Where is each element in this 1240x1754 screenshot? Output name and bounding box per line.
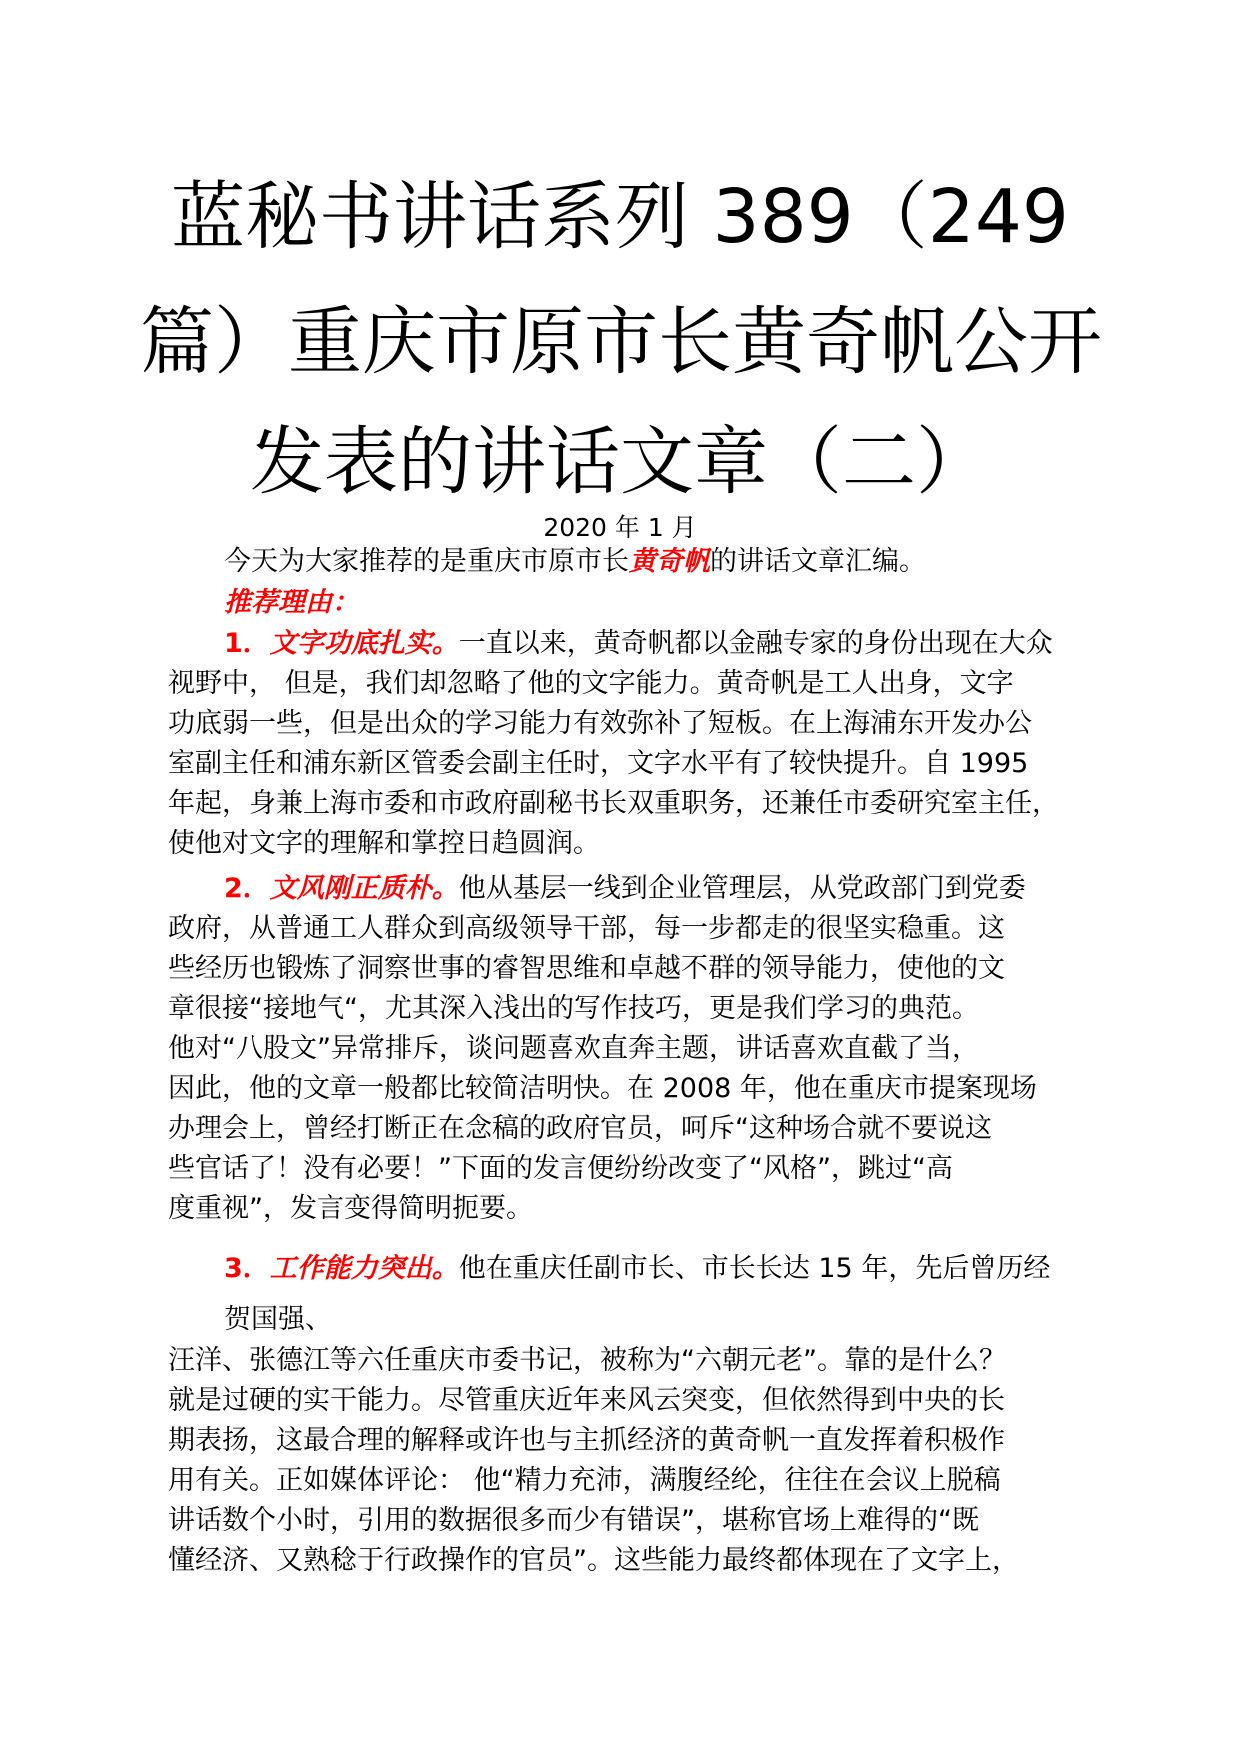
item-3-line: 用有关。正如媒体评论： 他“精力充沛，满腹经纶，往往在会议上脱稿 bbox=[168, 1465, 1001, 1496]
item-2-line: 些官话了！没有必要！”下面的发言便纷纷改变了“风格”，跳过“高 bbox=[168, 1153, 953, 1184]
item-3-first-line bbox=[224, 1251, 1050, 1287]
item-1-line: 视野中， 但是，我们却忽略了他的文字能力。黄奇帆是工人出身，文字 bbox=[168, 668, 1014, 699]
item-1-heading: 文字功底扎实。 bbox=[269, 628, 459, 659]
title-line-1: 蓝秘书讲话系列 389（249 bbox=[170, 174, 1069, 260]
item-1-line: 年起，身兼上海市委和市政府副秘书长双重职务，还兼任市委研究室主任， bbox=[168, 788, 1059, 819]
item-3-line: 汪洋、张德江等六任重庆市委书记，被称为“六朝元老”。靠的是什么？ bbox=[168, 1345, 1006, 1376]
item-2-line: 章很接“接地气“，尤其深入浅出的写作技巧，更是我们学习的典范。 bbox=[168, 993, 979, 1024]
intro-paragraph bbox=[224, 544, 926, 580]
intro-person-name: 黄奇帆 bbox=[629, 546, 710, 577]
item-3-line: 讲话数个小时，引用的数据很多而少有错误”，堪称官场上难得的“既 bbox=[168, 1505, 979, 1536]
item-3-line: 期表扬，这最合理的解释或许也与主抓经济的黄奇帆一直发挥着积极作 bbox=[168, 1425, 1005, 1456]
item-1-number: 1． bbox=[224, 628, 270, 659]
item-2-heading: 文风刚正质朴。 bbox=[269, 873, 459, 904]
intro-text-after: 的讲话文章汇编。 bbox=[710, 546, 926, 577]
item-1-first-line bbox=[224, 626, 1053, 662]
date-line: 2020 年 1 月 bbox=[543, 513, 697, 542]
item-2-line: 因此，他的文章一般都比较简洁明快。在 2008 年，他在重庆市提案现场 bbox=[168, 1073, 1037, 1104]
item-2-line: 度重视”，发言变得简明扼要。 bbox=[168, 1193, 533, 1224]
item-2-line: 些经历也锻炼了洞察世事的睿智思维和卓越不群的领导能力，使他的文 bbox=[168, 953, 1005, 984]
item-2-line: 他对“八股文”异常排斥，谈问题喜欢直奔主题，讲话喜欢直截了当， bbox=[168, 1033, 979, 1064]
reasons-heading: 推荐理由： bbox=[224, 587, 359, 618]
item-3-line: 懂经济、又熟稔于行政操作的官员”。这些能力最终都体现在了文字上， bbox=[168, 1545, 1019, 1576]
item-3-line: 就是过硬的实干能力。尽管重庆近年来风云突变，但依然得到中央的长 bbox=[168, 1385, 1005, 1416]
item-2-line: 办理会上，曾经打断正在念稿的政府官员，呵斥“这种场合就不要说这 bbox=[168, 1113, 992, 1144]
item-2-first-line bbox=[224, 871, 1026, 907]
item-2-line: 政府，从普通工人群众到高级领导干部，每一步都走的很坚实稳重。这 bbox=[168, 913, 1005, 944]
item-3-line: 贺国强、 bbox=[224, 1304, 332, 1335]
item-1-line: 功底弱一些，但是出众的学习能力有效弥补了短板。在上海浦东开发办公 bbox=[168, 708, 1032, 739]
item-1-line: 室副主任和浦东新区管委会副主任时，文字水平有了较快提升。自 1995 bbox=[168, 748, 1029, 779]
title-line-2: 篇）重庆市原市长黄奇帆公开 bbox=[140, 299, 1102, 385]
item-3-number: 3． bbox=[224, 1253, 270, 1284]
item-2-number: 2． bbox=[224, 873, 270, 904]
item-3-text: 他在重庆任副市长、市长长达 15 年，先后曾历经 bbox=[458, 1253, 1051, 1284]
item-1-line: 使他对文字的理解和掌控日趋圆润。 bbox=[168, 828, 600, 859]
item-3-heading: 工作能力突出。 bbox=[269, 1253, 459, 1284]
intro-text-before: 今天为大家推荐的是重庆市原市长 bbox=[224, 546, 629, 577]
item-1-text: 一直以来，黄奇帆都以金融专家的身份出现在大众 bbox=[458, 628, 1053, 659]
item-2-text: 他从基层一线到企业管理层，从党政部门到党委 bbox=[458, 873, 1026, 904]
title-line-3: 发表的讲话文章（二） bbox=[250, 419, 990, 505]
